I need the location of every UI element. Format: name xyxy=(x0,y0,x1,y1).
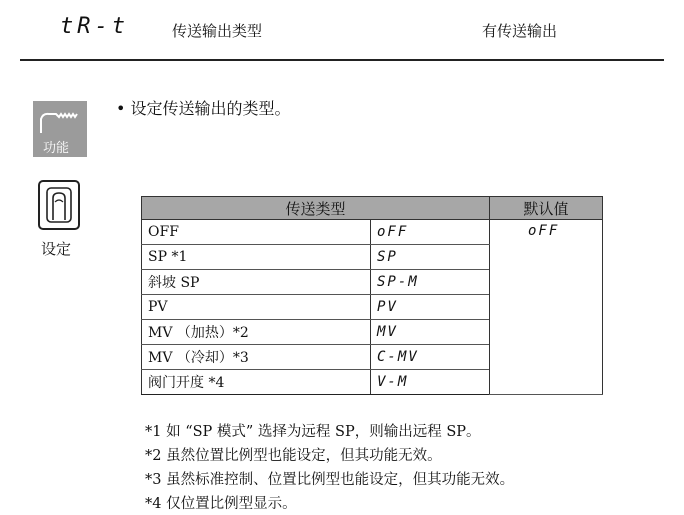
type-code: C-MV xyxy=(371,345,490,370)
type-name: PV xyxy=(142,295,371,320)
type-code: SP xyxy=(371,245,490,270)
header-divider xyxy=(20,59,664,61)
setting-icon-label: 设定 xyxy=(41,240,72,258)
function-icon xyxy=(33,101,87,157)
header-default: 默认值 xyxy=(490,197,603,220)
display-condition: 有传送输出 xyxy=(482,22,558,40)
type-code: oFF xyxy=(371,220,490,245)
footnote-1: *1 如 “SP 模式” 选择为远程 SP，则输出远程 SP。 xyxy=(145,424,481,440)
type-name: OFF xyxy=(142,220,371,245)
default-value: oFF xyxy=(490,220,603,395)
header-transfer-type: 传送类型 xyxy=(142,197,490,220)
type-name: MV （冷却）*3 xyxy=(142,345,371,370)
setting-icon xyxy=(38,180,80,230)
type-name: MV （加热）*2 xyxy=(142,320,371,345)
table-row xyxy=(142,220,603,245)
type-name: SP *1 xyxy=(142,245,371,270)
finger-press-icon xyxy=(40,182,78,228)
type-name: 阀门开度 *4 xyxy=(142,370,371,395)
function-icon-label: 功能 xyxy=(43,141,70,156)
type-name: 斜坡 SP xyxy=(142,270,371,295)
footnote-2: *2 虽然位置比例型也能设定，但其功能无效。 xyxy=(145,448,442,464)
type-code: PV xyxy=(371,295,490,320)
parameter-title: 传送输出类型 xyxy=(172,22,263,40)
type-code: SP-M xyxy=(371,270,490,295)
footnote-4: *4 仅位置比例型显示。 xyxy=(145,496,297,512)
description-text: • 设定传送输出的类型。 xyxy=(116,99,291,118)
parameter-code: tR-t xyxy=(60,14,129,39)
transfer-type-table xyxy=(141,196,603,395)
footnote-3: *3 虽然标准控制、位置比例型也能设定，但其功能无效。 xyxy=(145,472,515,488)
type-code: MV xyxy=(371,320,490,345)
type-code: V-M xyxy=(371,370,490,395)
waveform-icon xyxy=(37,105,83,135)
